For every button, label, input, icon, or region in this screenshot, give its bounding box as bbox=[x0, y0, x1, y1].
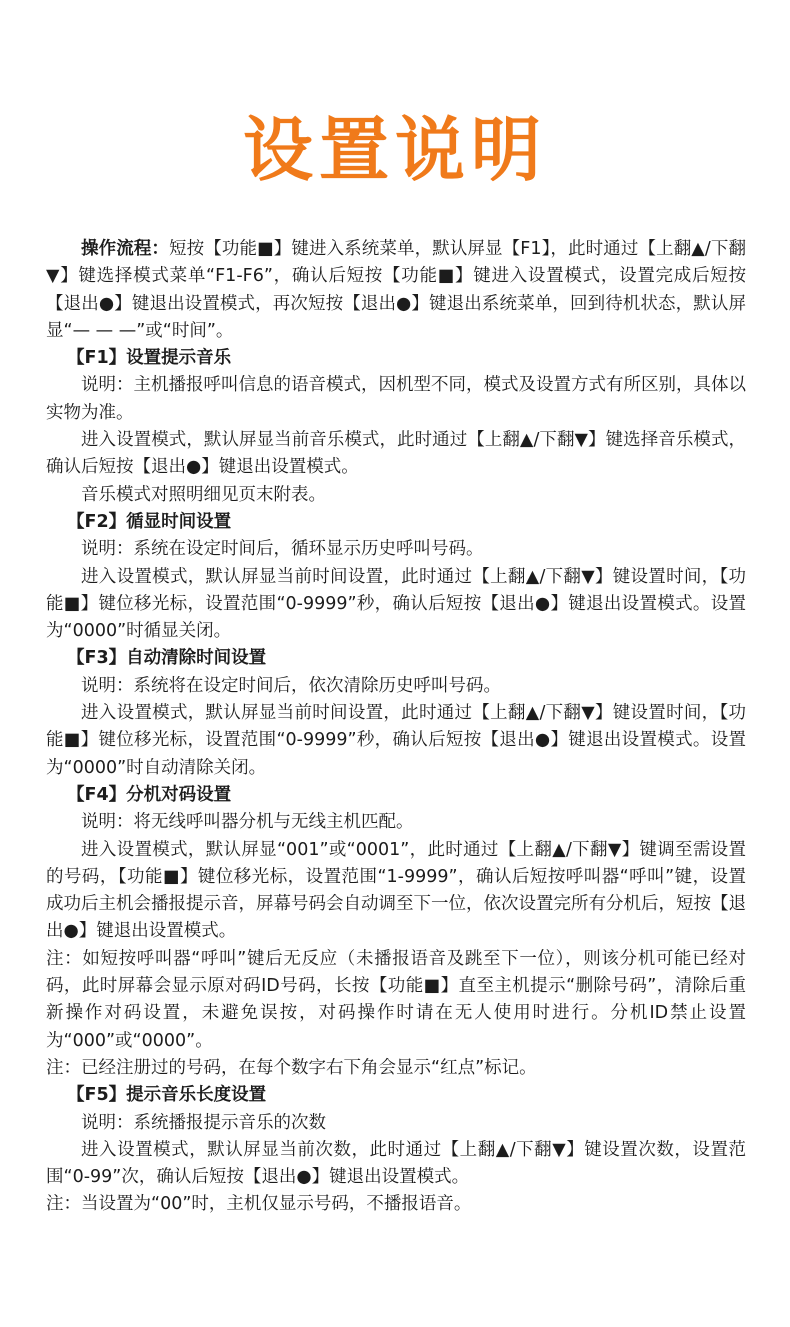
section-f4-note-1: 注：如短按呼叫器“呼叫”键后无反应（未播报语音及跳至下一位），则该分机可能已经对码，此时屏幕会显示原对码ID号码，长按【功能■】直至主机提示“删除号码”，清除后重新操作对码设置，未避免误按，对码操作时请在无人使用时进行。分机ID禁止设置为“000”或“0000”。 bbox=[46, 948, 746, 1051]
section-f3-description: 说明：系统将在设定时间后，依次清除历史呼叫号码。 bbox=[81, 675, 501, 696]
section-f2-procedure: 进入设置模式，默认屏显当前时间设置，此时通过【上翻▲/下翻▼】键设置时间，【功能■】键位移光标，设置范围“0-9999”秒，确认后短按【退出●】键退出设置模式。设置为“0000”时循显关闭。 bbox=[46, 566, 746, 642]
section-f5-procedure: 进入设置模式，默认屏显当前次数，此时通过【上翻▲/下翻▼】键设置次数，设置范围“0-99”次，确认后短按【退出●】键退出设置模式。 bbox=[46, 1139, 746, 1188]
intro-label: 操作流程： bbox=[81, 239, 170, 259]
section-f3-procedure: 进入设置模式，默认屏显当前时间设置，此时通过【上翻▲/下翻▼】键设置时间，【功能■】键位移光标，设置范围“0-9999”秒，确认后短按【退出●】键退出设置模式。设置为“0000”时自动清除关闭。 bbox=[46, 703, 746, 778]
intro-text: 短按【功能■】键进入系统菜单，默认屏显【F1】，此时通过【上翻▲/下翻▼】键选择模式菜单“F1-F6”，确认后短按【功能■】键进入设置模式，设置完成后短按【退出●】键退出设置模式，再次短按【退出●】键退出系统菜单，回到待机状态，默认屏显“— — —”或“时间”。 bbox=[46, 239, 746, 341]
section-f2-description: 说明：系统在设定时间后，循环显示历史呼叫号码。 bbox=[81, 539, 484, 560]
section-f4-note-2: 注：已经注册过的号码，在每个数字右下角会显示“红点”标记。 bbox=[46, 1057, 537, 1078]
section-f4-procedure: 进入设置模式，默认屏显“001”或“0001”，此时通过【上翻▲/下翻▼】键调至需设置的号码，【功能■】键位移光标，设置范围“1-9999”，确认后短按呼叫器“呼叫”键，设置成功后主机会播报提示音，屏幕号码会自动调至下一位，依次设置完所有分机后，短按【退出●】键退出设置模式。 bbox=[46, 839, 746, 942]
section-f5-heading: 【F5】提示音乐长度设置 bbox=[67, 1085, 267, 1106]
section-f4-description: 说明：将无线呼叫器分机与无线主机匹配。 bbox=[81, 812, 414, 833]
section-f5-note: 注：当设置为“00”时，主机仅显示号码，不播报语音。 bbox=[46, 1194, 472, 1215]
section-f1-description: 说明：主机播报呼叫信息的语音模式，因机型不同，模式及设置方式有所区别，具体以实物为准。 bbox=[46, 375, 746, 423]
section-f1-procedure: 进入设置模式，默认屏显当前音乐模式，此时通过【上翻▲/下翻▼】键选择音乐模式，确认后短按【退出●】键退出设置模式。 bbox=[46, 430, 746, 478]
page-title: 设置说明 bbox=[243, 109, 547, 191]
section-f4-heading: 【F4】分机对码设置 bbox=[67, 784, 232, 805]
section-f1-heading: 【F1】设置提示音乐 bbox=[67, 348, 232, 369]
section-f2-heading: 【F2】循显时间设置 bbox=[67, 511, 232, 532]
section-f3-heading: 【F3】自动清除时间设置 bbox=[67, 648, 267, 669]
intro-paragraph bbox=[46, 236, 746, 345]
section-f5-description: 说明：系统播报提示音乐的次数 bbox=[81, 1112, 326, 1133]
instructions-body bbox=[46, 236, 746, 1219]
section-f1-appendix-note: 音乐模式对照明细见页末附表。 bbox=[81, 484, 326, 505]
